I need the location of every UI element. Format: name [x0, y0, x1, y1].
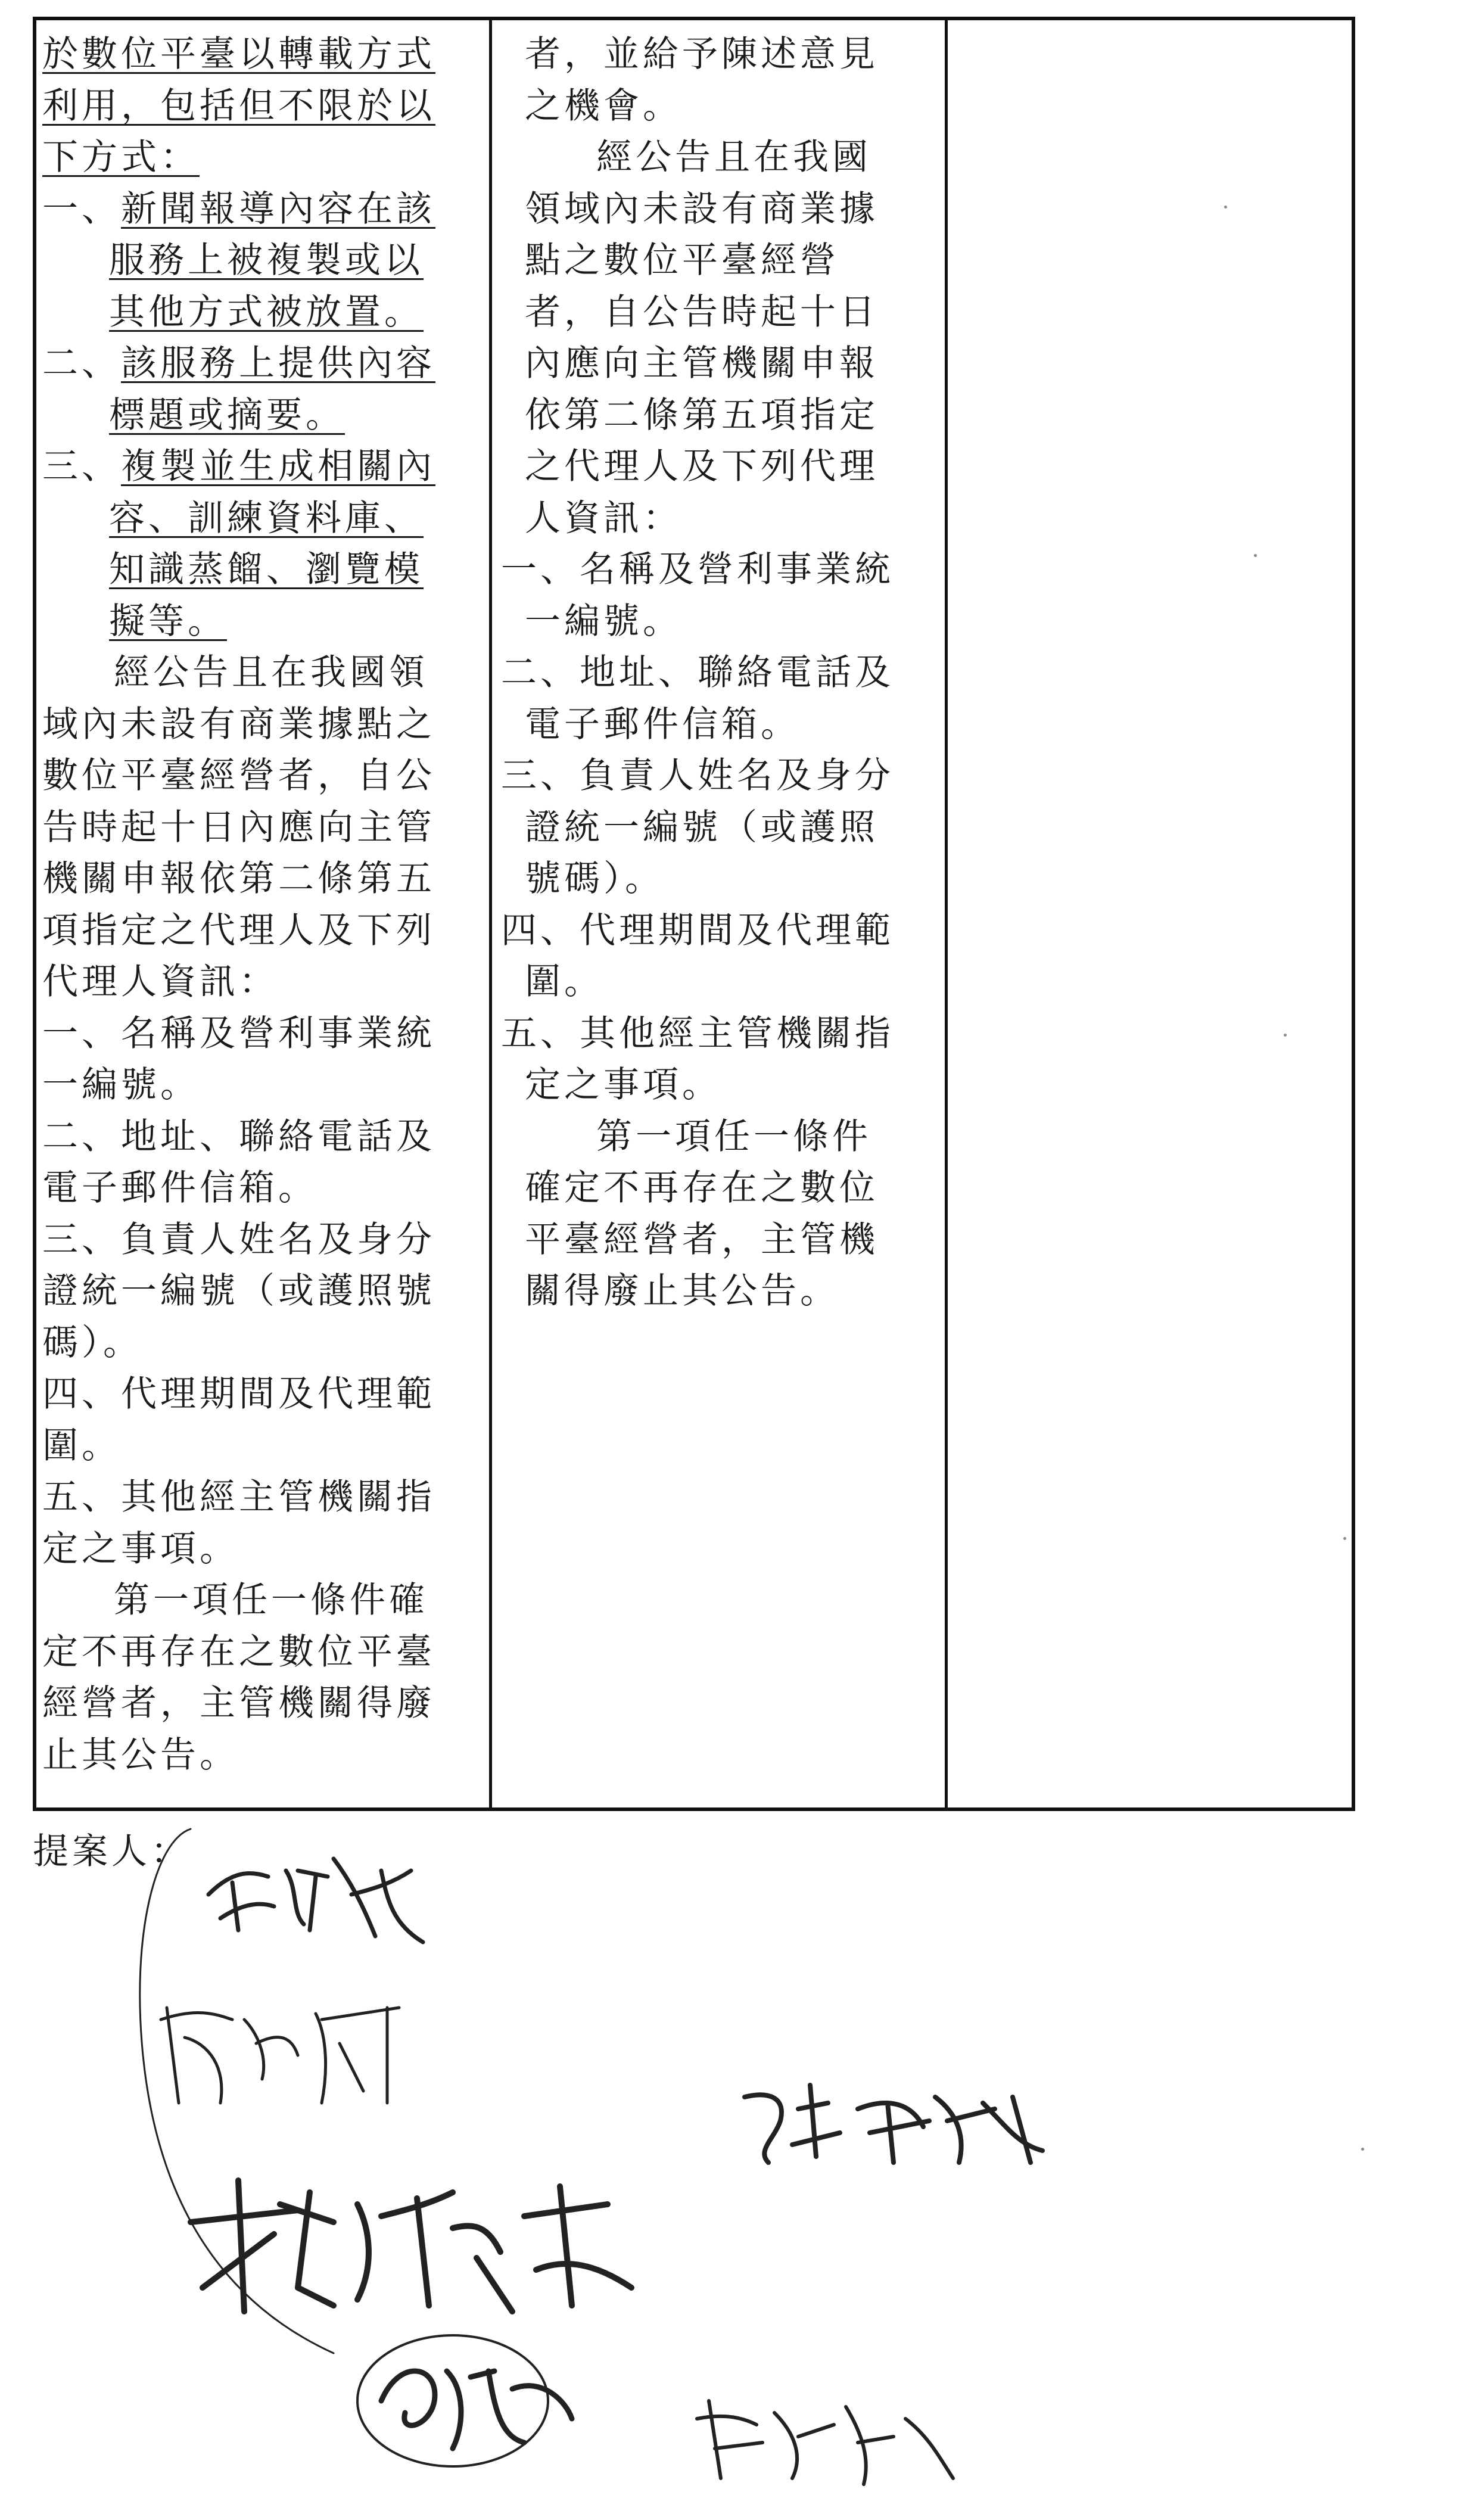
text-line: 經公告且在我國 — [596, 136, 871, 178]
text-line: 機關申報依第二條第五 — [42, 858, 435, 900]
text-line: 第一項任一條件確 — [114, 1579, 428, 1621]
item-line: 電子郵件信箱。 — [525, 703, 800, 745]
text-line: 之機會。 — [525, 85, 682, 127]
item-number: 三、 — [42, 446, 121, 487]
text-line: 利用，包括但不限於以 — [42, 85, 435, 127]
item-line: 新聞報導內容在該 — [121, 188, 435, 230]
text-line: 內應向主管機關申報 — [525, 343, 879, 384]
text-line: 定不再存在之數位平臺 — [42, 1631, 435, 1673]
item-number: 一、 — [501, 549, 580, 590]
item-line: 標題或摘要。 — [109, 394, 345, 436]
item-line: 代理期間及代理範 — [580, 909, 894, 951]
text-line: 告時起十日內應向主管 — [42, 806, 435, 848]
item-line: 名稱及營利事業統 — [580, 549, 894, 590]
text-line: 第一項任一條件 — [596, 1115, 871, 1158]
text-line: 碼）。 — [42, 1321, 142, 1364]
text-line: 之代理人及下列代理 — [525, 446, 879, 487]
item-line: 服務上被複製或以 — [109, 239, 424, 281]
text-line: 五、其他經主管機關指 — [42, 1476, 435, 1518]
text-line: 三、負責人姓名及身分 — [42, 1218, 435, 1261]
column-divider — [945, 20, 948, 1807]
item-number: 二、 — [42, 343, 121, 384]
text-line: 關得廢止其公告。 — [525, 1270, 839, 1312]
item-line: 圍。 — [525, 961, 603, 1003]
item-line: 其他方式被放置。 — [109, 291, 424, 333]
text-line: 二、地址、聯絡電話及 — [42, 1115, 435, 1158]
item-line: 該服務上提供內容 — [121, 343, 435, 384]
text-line: 證統一編號（或護照號 — [42, 1270, 435, 1312]
item-line: 複製並生成相關內 — [121, 446, 435, 487]
proposer-label: 提案人： — [33, 1831, 190, 1872]
item-line: 證統一編號（或護照 — [525, 806, 879, 848]
text-line: 確定不再存在之數位 — [525, 1167, 879, 1209]
text-line: 者，自公告時起十日 — [525, 291, 879, 333]
text-line: 圍。 — [42, 1424, 121, 1467]
signature-4 — [733, 2073, 1066, 2174]
column-divider — [489, 20, 492, 1807]
text-line: 依第二條第五項指定 — [525, 394, 879, 436]
item-line: 容、訓練資料庫、 — [109, 497, 424, 539]
text-line: 於數位平臺以轉載方式 — [42, 33, 435, 75]
text-line: 經營者，主管機關得廢 — [42, 1682, 435, 1724]
item-line: 其他經主管機關指 — [580, 1012, 894, 1054]
item-number: 五、 — [501, 1012, 580, 1054]
text-line: 數位平臺經營者，自公 — [42, 755, 435, 797]
text-line: 定之事項。 — [42, 1527, 239, 1570]
scan-speck — [1224, 206, 1227, 209]
scan-speck — [1343, 1537, 1346, 1540]
text-line: 項指定之代理人及下列 — [42, 909, 435, 951]
item-number: 一、 — [42, 188, 121, 230]
text-line: 電子郵件信箱。 — [42, 1167, 317, 1209]
text-line: 一、名稱及營利事業統 — [42, 1012, 435, 1054]
item-number: 四、 — [501, 909, 580, 951]
scan-speck — [1254, 554, 1257, 557]
column-current-text — [501, 29, 939, 1317]
scan-speck — [1361, 2148, 1364, 2151]
text-line: 域內未設有商業據點之 — [42, 703, 435, 745]
item-line: 一編號。 — [525, 600, 682, 642]
column-amended-text — [36, 29, 483, 1781]
text-line: 者，並給予陳述意見 — [525, 33, 879, 75]
text-line: 四、代理期間及代理範 — [42, 1373, 435, 1415]
item-line: 定之事項。 — [525, 1064, 721, 1106]
text-line: 經公告且在我國領 — [114, 652, 428, 693]
text-line: 止其公告。 — [42, 1734, 239, 1776]
text-line: 下方式： — [42, 136, 200, 178]
scan-speck — [1284, 1034, 1287, 1037]
item-line: 地址、聯絡電話及 — [580, 652, 894, 693]
item-number: 二、 — [501, 652, 580, 693]
text-line: 領域內未設有商業據 — [525, 188, 879, 230]
signature-6 — [691, 2389, 965, 2490]
item-line: 號碼）。 — [525, 858, 664, 900]
text-line: 一編號。 — [42, 1064, 200, 1106]
text-line: 代理人資訊： — [42, 961, 278, 1003]
item-number: 三、 — [501, 755, 580, 797]
signature-bracket-curve — [119, 1817, 417, 2413]
comparison-table — [33, 17, 1355, 1811]
item-line: 負責人姓名及身分 — [580, 755, 894, 797]
text-line: 人資訊： — [525, 497, 682, 539]
text-line: 點之數位平臺經營 — [525, 239, 839, 281]
text-line: 平臺經營者，主管機 — [525, 1218, 879, 1261]
item-line: 知識蒸餾、瀏覽模 — [109, 549, 424, 590]
item-line: 擬等。 — [109, 600, 227, 642]
